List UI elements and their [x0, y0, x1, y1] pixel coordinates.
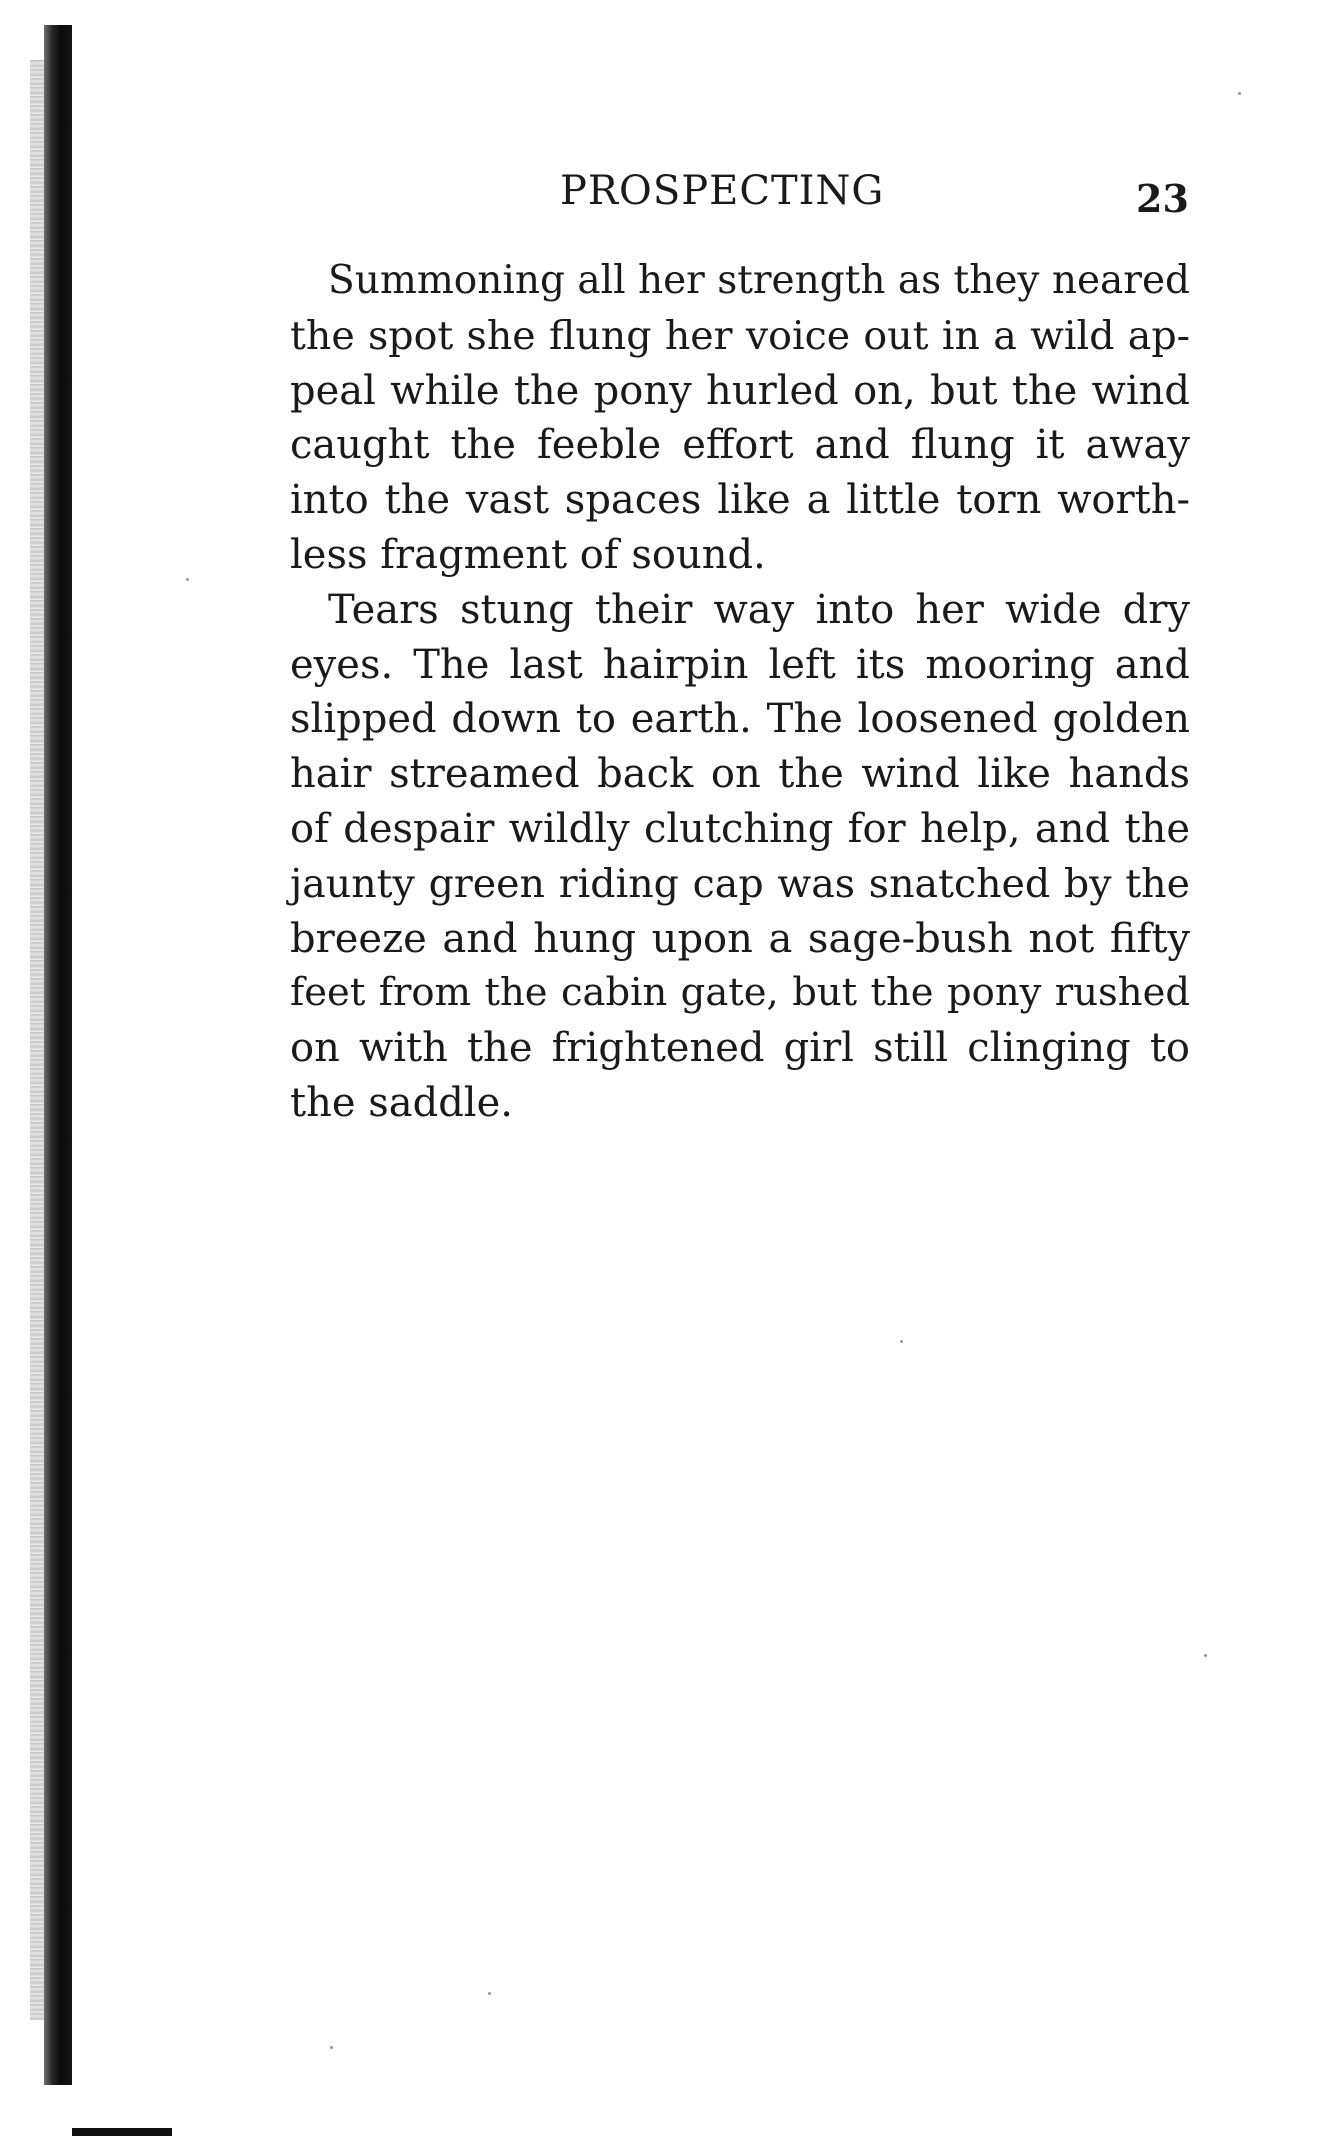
text-line: of despair wildly clutching for help, and the: [290, 805, 1190, 852]
text-line: on with the frightened girl still clinging to: [290, 1025, 1190, 1072]
scan-speck: [186, 578, 189, 581]
binding-foot-mark: [72, 2128, 172, 2136]
text-line: hair streamed back on the wind like hands: [290, 751, 1190, 798]
scan-speck: [1238, 92, 1241, 95]
body-text: [290, 254, 1190, 1131]
text-line: breeze and hung upon a sage-bush not fifty: [290, 915, 1190, 962]
scan-speck: [900, 1340, 903, 1343]
binding-edge: [44, 25, 72, 2085]
text-line: peal while the pony hurled on, but the wind: [290, 367, 1190, 414]
text-line: the spot she flung her voice out in a wild ap-: [290, 312, 1190, 359]
running-title: PROSPECTING: [560, 168, 885, 214]
text-line: caught the feeble effort and flung it away: [290, 422, 1190, 469]
text-line: eyes. The last hairpin left its mooring and: [290, 641, 1190, 688]
scan-speck: [488, 1992, 491, 1995]
text-line: Summoning all her strength as they neared: [328, 258, 1190, 303]
text-line: into the vast spaces like a little torn worth-: [290, 477, 1190, 524]
text-line: less fragment of sound.: [290, 531, 766, 578]
text-line: Tears stung their way into her wide dry: [328, 586, 1190, 633]
scan-speck: [330, 2046, 333, 2049]
text-line: jaunty green riding cap was snatched by the: [290, 860, 1190, 907]
binding-shadow: [30, 60, 44, 2020]
text-line: feet from the cabin gate, but the pony rushed: [290, 970, 1190, 1016]
scan-speck: [1204, 1654, 1207, 1657]
text-line: the saddle.: [290, 1079, 513, 1126]
page-number: 23: [1136, 176, 1189, 221]
text-line: slipped down to earth. The loosened golden: [290, 696, 1190, 743]
